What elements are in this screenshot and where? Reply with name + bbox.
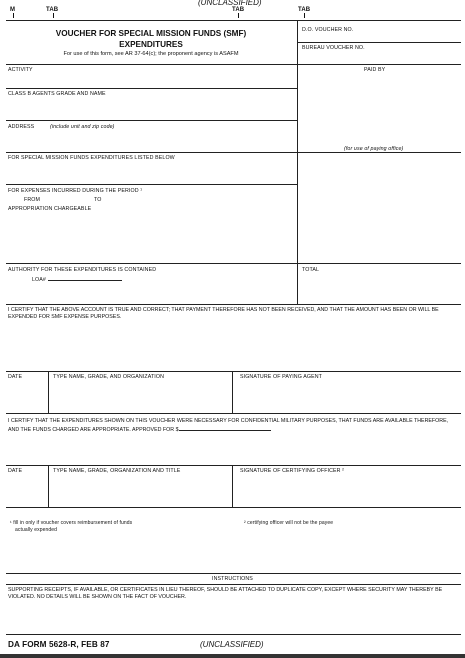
appropriation-label: APPROPRIATION CHARGEABLE xyxy=(8,206,92,212)
footnote-1-line-1: ¹ fill in only if voucher covers reimbursement of funds xyxy=(10,520,133,526)
tab-label-left: TAB xyxy=(46,7,59,13)
address-label: ADDRESS xyxy=(8,124,35,130)
signature-row1-divider-b xyxy=(232,371,233,413)
appropriation-divider xyxy=(6,263,461,264)
form-title: VOUCHER FOR SPECIAL MISSION FUNDS (SMF) xyxy=(55,29,247,38)
instructions-heading: INSTRUCTIONS xyxy=(212,576,253,582)
instructions-text: SUPPORTING RECEIPTS, IF AVAILABLE, OR CERTIFICATES IN LIEU THEREOF, SHOULD BE ATTACHED TO DUPLICATE COPY, EXCEPT WHERE SECURITY MAY THEREBY BE VIOLATED. NO DETAILS WILL BE SHOWN ON THE FACT OF VOUCHER. xyxy=(8,587,443,600)
form-subtitle: For use of this form, see AR 37-64(c); the proponent agency is ASAFM xyxy=(63,51,239,57)
authority-divider xyxy=(6,304,461,305)
top-classification: (UNCLASSIFIED) xyxy=(198,0,262,7)
footnote-2: ² certifying officer will not be the payee xyxy=(244,520,334,526)
type-name-label-1: TYPE NAME, GRADE, AND ORGANIZATION xyxy=(53,374,165,380)
form-number: DA FORM 5628-R, FEB 87 xyxy=(8,640,110,649)
activity-label: ACTIVITY xyxy=(8,67,33,73)
address-divider xyxy=(6,152,461,153)
bureau-voucher-no-label: BUREAU VOUCHER NO. xyxy=(302,45,365,51)
header-divider xyxy=(6,64,461,65)
bottom-classification: (UNCLASSIFIED) xyxy=(200,640,264,649)
signature-row1-divider-a xyxy=(48,371,49,413)
signature-row2-divider-b xyxy=(232,465,233,507)
paying-agent-signature-label: SIGNATURE OF PAYING AGENT xyxy=(240,374,322,380)
total-label: TOTAL xyxy=(302,267,320,273)
paying-agent-certification: I CERTIFY THAT THE ABOVE ACCOUNT IS TRUE AND CORRECT; THAT PAYMENT THEREFORE HAS NOT BEEN RECEIVED, AND THAT THE AMOUNT HAS BEEN OR WILL BE EXPENDED FOR SMF EXPENSE PURPOSES. xyxy=(8,307,439,320)
page-bottom-edge xyxy=(0,654,465,658)
address-note: (include unit and zip code) xyxy=(50,124,115,130)
footnote-1-line-2: actually expended xyxy=(15,527,58,533)
instructions-heading-divider xyxy=(6,584,461,585)
paid-by-label: PAID BY xyxy=(364,67,386,73)
margin-mark-m: M xyxy=(10,7,16,13)
signature-row1-bottom xyxy=(6,413,461,414)
period-label: FOR EXPENSES INCURRED DURING THE PERIOD ¹ xyxy=(8,188,143,194)
date-label-1: DATE xyxy=(8,374,23,380)
paying-office-note: (for use of paying office) xyxy=(344,146,404,152)
tab-label-center: TAB xyxy=(232,7,245,13)
class-b-divider xyxy=(6,120,297,121)
do-voucher-divider xyxy=(297,42,461,43)
right-column-divider xyxy=(297,20,298,304)
smf-divider xyxy=(6,184,297,185)
form-bottom-border xyxy=(6,634,461,635)
signature-row2-top xyxy=(6,465,461,466)
form-title-line2: EXPENDITURES xyxy=(119,40,183,49)
loa-label: LOA# xyxy=(32,275,122,283)
signature-row2-divider-a xyxy=(48,465,49,507)
tab-tick-center xyxy=(238,13,239,18)
authority-label: AUTHORITY FOR THESE EXPENDITURES IS CONTAINED xyxy=(8,267,157,273)
tab-tick-right xyxy=(304,13,305,18)
activity-divider xyxy=(6,88,297,89)
instructions-top-border xyxy=(6,573,461,574)
tab-label-right: TAB xyxy=(298,7,311,13)
period-to-label: TO xyxy=(94,197,102,203)
smf-expenditures-label: FOR SPECIAL MISSION FUNDS EXPENDITURES LISTED BELOW xyxy=(8,155,175,161)
form-top-border xyxy=(6,20,461,21)
class-b-agent-label: CLASS B AGENTS GRADE AND NAME xyxy=(8,91,106,97)
do-voucher-no-label: D.O. VOUCHER NO. xyxy=(302,27,354,33)
date-label-2: DATE xyxy=(8,468,23,474)
certifying-officer-signature-label: SIGNATURE OF CERTIFYING OFFICER ² xyxy=(240,468,345,474)
signature-row1-top xyxy=(6,371,461,372)
period-from-label: FROM xyxy=(24,197,40,203)
signature-row2-bottom xyxy=(6,507,461,508)
tab-tick-m xyxy=(13,13,14,18)
certifying-officer-certification: I CERTIFY THAT THE EXPENDITURES SHOWN ON THIS VOUCHER WERE NECESSARY FOR CONFIDENTIAL MILITARY PURPOSES, THAT FUNDS ARE AVAILABLE THEREFORE, AND THE FUNDS CHARGED ARE APPROPRIATE. APPROVED FOR $ xyxy=(8,418,449,433)
type-name-label-2: TYPE NAME, GRADE, ORGANIZATION AND TITLE xyxy=(53,468,181,474)
tab-tick-left xyxy=(53,13,54,18)
